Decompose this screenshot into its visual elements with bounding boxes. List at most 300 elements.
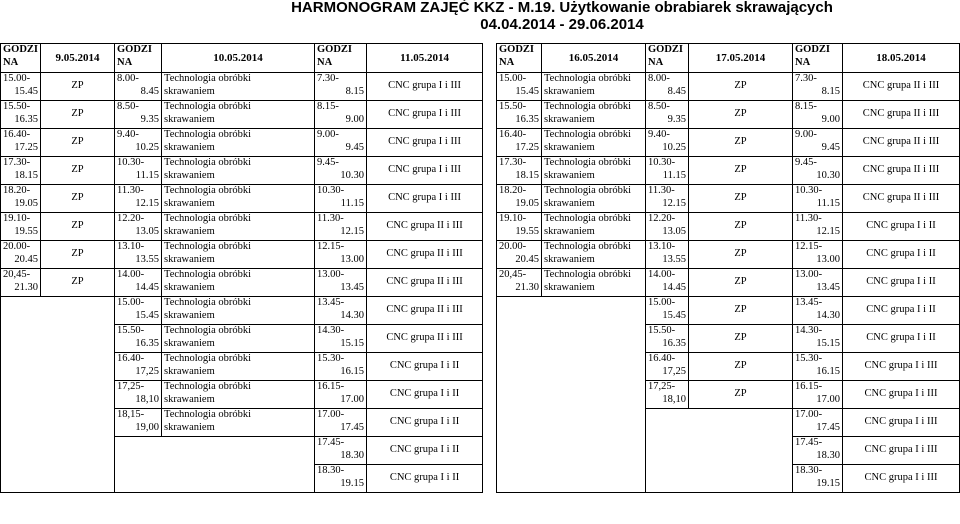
subject-line-1: Technologia obróbki <box>164 241 252 252</box>
godzina-label-a: GODZI <box>648 44 684 55</box>
subject-line-2: skrawaniem <box>544 141 595 153</box>
hour-end: 21.30 <box>14 281 39 293</box>
zp-cell: ZP <box>41 157 115 185</box>
hour-cell <box>1 241 41 269</box>
zp-cell: ZP <box>41 129 115 157</box>
hour-end: 17.00 <box>340 393 365 405</box>
hour-end: 9.00 <box>821 113 840 125</box>
hour-end: 18.30 <box>340 449 365 461</box>
hour-cell <box>115 269 162 297</box>
subject-line-1: Technologia obróbki <box>164 157 252 168</box>
hour-start: 17.00- <box>795 409 823 420</box>
hour-start: 17.45- <box>795 437 823 448</box>
hour-start: 10.30- <box>648 157 676 168</box>
hour-start: 9.00- <box>317 129 339 140</box>
hour-cell <box>793 297 843 325</box>
godzina-label-a: GODZI <box>3 44 39 55</box>
table-row <box>497 241 960 269</box>
zp-cell: ZP <box>41 185 115 213</box>
table-row <box>1 129 483 157</box>
hour-cell <box>315 241 367 269</box>
group-cell: CNC grupa II i III <box>843 129 960 157</box>
hour-end: 17.00 <box>816 393 840 405</box>
hour-start: 16.40- <box>648 353 676 364</box>
hour-cell <box>793 185 843 213</box>
hour-start: 19.10- <box>499 213 527 224</box>
table-row <box>1 269 483 297</box>
hour-end: 19.15 <box>340 477 365 489</box>
hour-end: 13.55 <box>135 253 160 265</box>
hour-cell <box>1 213 41 241</box>
hour-end: 16.35 <box>135 337 160 349</box>
hour-end: 14.30 <box>816 309 840 321</box>
hour-cell <box>115 129 162 157</box>
hour-end: 15.15 <box>340 337 365 349</box>
hour-cell <box>646 241 689 269</box>
subject-cell <box>542 157 646 185</box>
godzina-label-b: NA <box>648 56 664 68</box>
hour-cell <box>793 325 843 353</box>
hour-end: 13.05 <box>662 225 686 237</box>
subject-line-1: Technologia obróbki <box>544 129 632 140</box>
hour-start: 15.00- <box>3 73 31 84</box>
hour-end: 17.45 <box>816 421 840 433</box>
hour-end: 8.15 <box>345 85 365 97</box>
group-cell: CNC grupa I i II <box>843 213 960 241</box>
group-cell: CNC grupa II i III <box>367 325 483 353</box>
subject-cell <box>542 185 646 213</box>
hour-end: 8.45 <box>140 85 160 97</box>
subject-line-2: skrawaniem <box>164 141 215 153</box>
subject-line-1: Technologia obróbki <box>544 101 632 112</box>
hour-end: 17.25 <box>515 141 539 153</box>
subject-line-2: skrawaniem <box>544 225 595 237</box>
hour-end: 13.45 <box>340 281 365 293</box>
hour-start: 18,15- <box>117 409 145 420</box>
hour-start: 8.50- <box>117 101 139 112</box>
hour-cell <box>646 157 689 185</box>
godzina-label-b: NA <box>3 56 19 68</box>
hour-end: 13.05 <box>135 225 160 237</box>
hour-cell <box>315 437 367 465</box>
subject-line-1: Technologia obróbki <box>544 185 632 196</box>
table-row <box>1 101 483 129</box>
subject-line-2: skrawaniem <box>544 253 595 265</box>
date-header: 17.05.2014 <box>689 44 793 73</box>
hour-cell <box>793 101 843 129</box>
zp-cell: ZP <box>689 297 793 325</box>
hour-end: 9.35 <box>140 113 160 125</box>
hour-end: 9.45 <box>821 141 840 153</box>
table-row <box>497 269 960 297</box>
hour-cell <box>793 381 843 409</box>
hour-start: 17.30- <box>499 157 527 168</box>
hour-cell <box>793 73 843 101</box>
subject-line-1: Technologia obróbki <box>164 129 252 140</box>
hour-cell <box>497 241 542 269</box>
hour-end: 19.55 <box>515 225 539 237</box>
hour-end: 21.30 <box>515 281 539 293</box>
date-header: 18.05.2014 <box>843 44 960 73</box>
table-row <box>497 185 960 213</box>
hour-cell <box>497 129 542 157</box>
table-row <box>497 101 960 129</box>
hour-start: 10.30- <box>795 185 823 196</box>
group-cell: CNC grupa I i III <box>843 409 960 437</box>
subject-cell <box>162 353 315 381</box>
schedule-table-right <box>496 43 960 493</box>
hour-start: 17.00- <box>317 409 345 420</box>
hour-end: 16.35 <box>14 113 39 125</box>
group-cell: CNC grupa I i III <box>843 437 960 465</box>
zp-cell: ZP <box>689 381 793 409</box>
hour-start: 17,25- <box>648 381 676 392</box>
subject-cell <box>162 297 315 325</box>
subject-line-2: skrawaniem <box>164 281 215 293</box>
subject-cell <box>542 129 646 157</box>
hour-cell <box>115 297 162 325</box>
hour-end: 16.15 <box>816 365 840 377</box>
hour-cell <box>315 325 367 353</box>
group-cell: CNC grupa I i III <box>367 129 483 157</box>
subject-cell <box>162 73 315 101</box>
hour-cell <box>793 213 843 241</box>
subject-line-2: skrawaniem <box>164 365 215 377</box>
table-row <box>1 157 483 185</box>
hour-start: 8.00- <box>117 73 139 84</box>
subject-cell <box>542 269 646 297</box>
hour-end: 11.15 <box>340 197 365 209</box>
subject-cell <box>162 325 315 353</box>
subject-line-2: skrawaniem <box>544 85 595 97</box>
hour-end: 15.45 <box>14 85 39 97</box>
hour-end: 13.45 <box>816 281 840 293</box>
subject-line-2: skrawaniem <box>544 169 595 181</box>
subject-line-2: skrawaniem <box>164 253 215 265</box>
hour-start: 17.45- <box>317 437 345 448</box>
subject-line-2: skrawaniem <box>164 337 215 349</box>
hour-start: 15.00- <box>499 73 527 84</box>
hour-cell <box>115 73 162 101</box>
hour-cell <box>115 353 162 381</box>
hour-end: 11.15 <box>816 197 840 209</box>
table-row <box>1 241 483 269</box>
hour-cell <box>497 269 542 297</box>
subject-line-1: Technologia obróbki <box>544 73 632 84</box>
hour-start: 16.15- <box>317 381 345 392</box>
hour-end: 18.15 <box>515 169 539 181</box>
hour-start: 15.50- <box>499 101 527 112</box>
hour-start: 16.40- <box>499 129 527 140</box>
hour-start: 7.30- <box>317 73 339 84</box>
godzina-label-a: GODZI <box>317 44 353 55</box>
hour-end: 20.45 <box>515 253 539 265</box>
hour-start: 18.20- <box>3 185 31 196</box>
hour-start: 14.30- <box>317 325 345 336</box>
subject-cell <box>542 73 646 101</box>
empty-cell <box>646 409 793 493</box>
subject-line-2: skrawaniem <box>164 309 215 321</box>
hour-cell <box>315 353 367 381</box>
hour-end: 17.25 <box>14 141 39 153</box>
group-cell: CNC grupa II i III <box>367 297 483 325</box>
group-cell: CNC grupa I i III <box>367 101 483 129</box>
table-row <box>1 213 483 241</box>
hour-end: 13.00 <box>816 253 840 265</box>
header-hour <box>1 44 41 73</box>
subject-line-2: skrawaniem <box>164 197 215 209</box>
zp-cell: ZP <box>689 73 793 101</box>
hour-end: 19.05 <box>515 197 539 209</box>
group-cell: CNC grupa I i II <box>367 437 483 465</box>
hour-cell <box>315 73 367 101</box>
hour-start: 13.45- <box>317 297 345 308</box>
hour-cell <box>793 465 843 493</box>
subject-cell <box>542 241 646 269</box>
hour-cell <box>315 213 367 241</box>
group-cell: CNC grupa II i III <box>843 101 960 129</box>
hour-end: 18,10 <box>662 393 686 405</box>
schedule-table-left <box>0 43 483 493</box>
hour-cell <box>1 101 41 129</box>
hour-start: 9.00- <box>795 129 817 140</box>
hour-cell <box>793 241 843 269</box>
hour-cell <box>497 157 542 185</box>
hour-end: 19.55 <box>14 225 39 237</box>
hour-cell <box>1 185 41 213</box>
hour-end: 18,10 <box>135 393 160 405</box>
subject-line-1: Technologia obróbki <box>164 101 252 112</box>
hour-end: 20.45 <box>14 253 39 265</box>
zp-cell: ZP <box>689 157 793 185</box>
hour-start: 16.40- <box>3 129 31 140</box>
hour-start: 12.20- <box>117 213 145 224</box>
subject-line-2: skrawaniem <box>164 421 215 433</box>
hour-cell <box>115 241 162 269</box>
hour-start: 8.15- <box>795 101 817 112</box>
hour-cell <box>646 73 689 101</box>
hour-start: 14.00- <box>648 269 676 280</box>
hour-cell <box>646 185 689 213</box>
subject-cell <box>162 157 315 185</box>
hour-cell <box>497 101 542 129</box>
subject-cell <box>162 241 315 269</box>
hour-start: 7.30- <box>795 73 817 84</box>
table-row <box>497 73 960 101</box>
hour-start: 16.15- <box>795 381 823 392</box>
hour-start: 12.15- <box>317 241 345 252</box>
zp-cell: ZP <box>689 185 793 213</box>
header-hour <box>793 44 843 73</box>
hour-end: 14.45 <box>662 281 686 293</box>
subject-line-2: skrawaniem <box>544 113 595 125</box>
hour-start: 11.30- <box>795 213 822 224</box>
group-cell: CNC grupa I i II <box>367 409 483 437</box>
group-cell: CNC grupa II i III <box>843 185 960 213</box>
hour-cell <box>793 437 843 465</box>
table-row <box>1 73 483 101</box>
hour-start: 14.30- <box>795 325 823 336</box>
hour-end: 11.15 <box>662 169 686 181</box>
hour-cell <box>646 213 689 241</box>
subject-cell <box>162 269 315 297</box>
hour-start: 20.00- <box>499 241 527 252</box>
subject-line-2: skrawaniem <box>164 225 215 237</box>
hour-cell <box>115 381 162 409</box>
hour-cell <box>793 353 843 381</box>
hour-start: 17.30- <box>3 157 31 168</box>
hour-end: 10.25 <box>135 141 160 153</box>
header-row <box>1 44 483 73</box>
hour-end: 19,00 <box>135 421 160 433</box>
hour-cell <box>315 157 367 185</box>
hour-start: 16.40- <box>117 353 145 364</box>
hour-cell <box>793 409 843 437</box>
subject-line-1: Technologia obróbki <box>164 213 252 224</box>
hour-cell <box>115 101 162 129</box>
zp-cell: ZP <box>689 269 793 297</box>
hour-end: 9.00 <box>345 113 365 125</box>
hour-start: 11.30- <box>648 185 675 196</box>
hour-cell <box>646 129 689 157</box>
table-row <box>1 185 483 213</box>
group-cell: CNC grupa I i II <box>843 241 960 269</box>
group-cell: CNC grupa I i II <box>367 465 483 493</box>
hour-start: 17,25- <box>117 381 145 392</box>
hour-start: 15.50- <box>117 325 145 336</box>
hour-start: 20.00- <box>3 241 31 252</box>
godzina-label-b: NA <box>499 56 515 68</box>
hour-start: 13.00- <box>317 269 345 280</box>
hour-cell <box>793 269 843 297</box>
hour-start: 20,45- <box>499 269 527 280</box>
hour-cell <box>497 185 542 213</box>
group-cell: CNC grupa I i III <box>843 353 960 381</box>
group-cell: CNC grupa I i III <box>843 381 960 409</box>
hour-cell <box>646 353 689 381</box>
hour-end: 17,25 <box>662 365 686 377</box>
empty-cell <box>497 297 646 493</box>
hour-cell <box>646 325 689 353</box>
hour-cell <box>315 297 367 325</box>
hour-start: 12.20- <box>648 213 676 224</box>
subject-line-2: skrawaniem <box>164 85 215 97</box>
subject-line-1: Technologia obróbki <box>164 185 252 196</box>
hour-end: 8.15 <box>821 85 840 97</box>
hour-start: 15.00- <box>648 297 676 308</box>
hour-start: 14.00- <box>117 269 145 280</box>
subject-line-1: Technologia obróbki <box>164 269 252 280</box>
subject-cell <box>162 129 315 157</box>
hour-end: 13.55 <box>662 253 686 265</box>
hour-end: 12.15 <box>662 197 686 209</box>
subject-line-2: skrawaniem <box>164 113 215 125</box>
hour-cell <box>1 129 41 157</box>
date-header: 16.05.2014 <box>542 44 646 73</box>
subject-line-2: skrawaniem <box>164 393 215 405</box>
hour-end: 18.30 <box>816 449 840 461</box>
subject-line-2: skrawaniem <box>164 169 215 181</box>
document-title <box>0 0 960 36</box>
group-cell: CNC grupa I i II <box>367 381 483 409</box>
hour-start: 13.10- <box>648 241 676 252</box>
hour-end: 18.15 <box>14 169 39 181</box>
hour-end: 15.45 <box>515 85 539 97</box>
table-row <box>497 129 960 157</box>
hour-end: 12.15 <box>340 225 365 237</box>
title-period: 04.04.2014 - 29.06.2014 <box>480 15 644 33</box>
godzina-label-a: GODZI <box>117 44 153 55</box>
title-main: HARMONOGRAM ZAJĘĆ KKZ - M.19. Użytkowanie obrabiarek skrawających <box>291 0 833 16</box>
subject-cell <box>162 213 315 241</box>
hour-cell <box>315 409 367 437</box>
subject-line-1: Technologia obróbki <box>164 353 252 364</box>
hour-start: 8.15- <box>317 101 339 112</box>
date-header: 9.05.2014 <box>41 44 115 73</box>
hour-start: 10.30- <box>317 185 345 196</box>
subject-line-1: Technologia obróbki <box>164 297 252 308</box>
subject-line-1: Technologia obróbki <box>164 73 252 84</box>
hour-start: 10.30- <box>117 157 145 168</box>
hour-end: 19.15 <box>816 477 840 489</box>
hour-cell <box>115 409 162 437</box>
group-cell: CNC grupa II i III <box>367 213 483 241</box>
table-row <box>497 213 960 241</box>
hour-cell <box>315 381 367 409</box>
header-hour <box>315 44 367 73</box>
zp-cell: ZP <box>41 101 115 129</box>
hour-start: 19.10- <box>3 213 31 224</box>
group-cell: CNC grupa II i III <box>367 241 483 269</box>
hour-end: 12.15 <box>816 225 840 237</box>
hour-cell <box>1 73 41 101</box>
zp-cell: ZP <box>41 73 115 101</box>
hour-cell <box>497 213 542 241</box>
hour-start: 18.30- <box>795 465 823 476</box>
subject-line-1: Technologia obróbki <box>164 409 252 420</box>
hour-cell <box>115 157 162 185</box>
hour-start: 15.50- <box>3 101 31 112</box>
hour-end: 14.30 <box>340 309 365 321</box>
hour-start: 18.30- <box>317 465 345 476</box>
hour-end: 11.15 <box>135 169 160 181</box>
empty-cell <box>115 437 315 493</box>
group-cell: CNC grupa I i III <box>843 465 960 493</box>
header-hour <box>646 44 689 73</box>
hour-cell <box>1 157 41 185</box>
zp-cell: ZP <box>41 241 115 269</box>
group-cell: CNC grupa I i III <box>367 185 483 213</box>
godzina-label-b: NA <box>117 56 133 68</box>
subject-cell <box>542 213 646 241</box>
hour-cell <box>315 101 367 129</box>
hour-end: 17.45 <box>340 421 365 433</box>
group-cell: CNC grupa II i III <box>843 73 960 101</box>
empty-cell <box>1 297 115 493</box>
group-cell: CNC grupa I i II <box>843 269 960 297</box>
hour-end: 12.15 <box>135 197 160 209</box>
hour-start: 12.15- <box>795 241 823 252</box>
group-cell: CNC grupa I i III <box>367 73 483 101</box>
hour-cell <box>115 213 162 241</box>
date-header: 11.05.2014 <box>367 44 483 73</box>
hour-end: 13.00 <box>340 253 365 265</box>
group-cell: CNC grupa II i III <box>367 269 483 297</box>
hour-start: 15.50- <box>648 325 676 336</box>
zp-cell: ZP <box>689 213 793 241</box>
header-hour <box>497 44 542 73</box>
hour-cell <box>497 73 542 101</box>
